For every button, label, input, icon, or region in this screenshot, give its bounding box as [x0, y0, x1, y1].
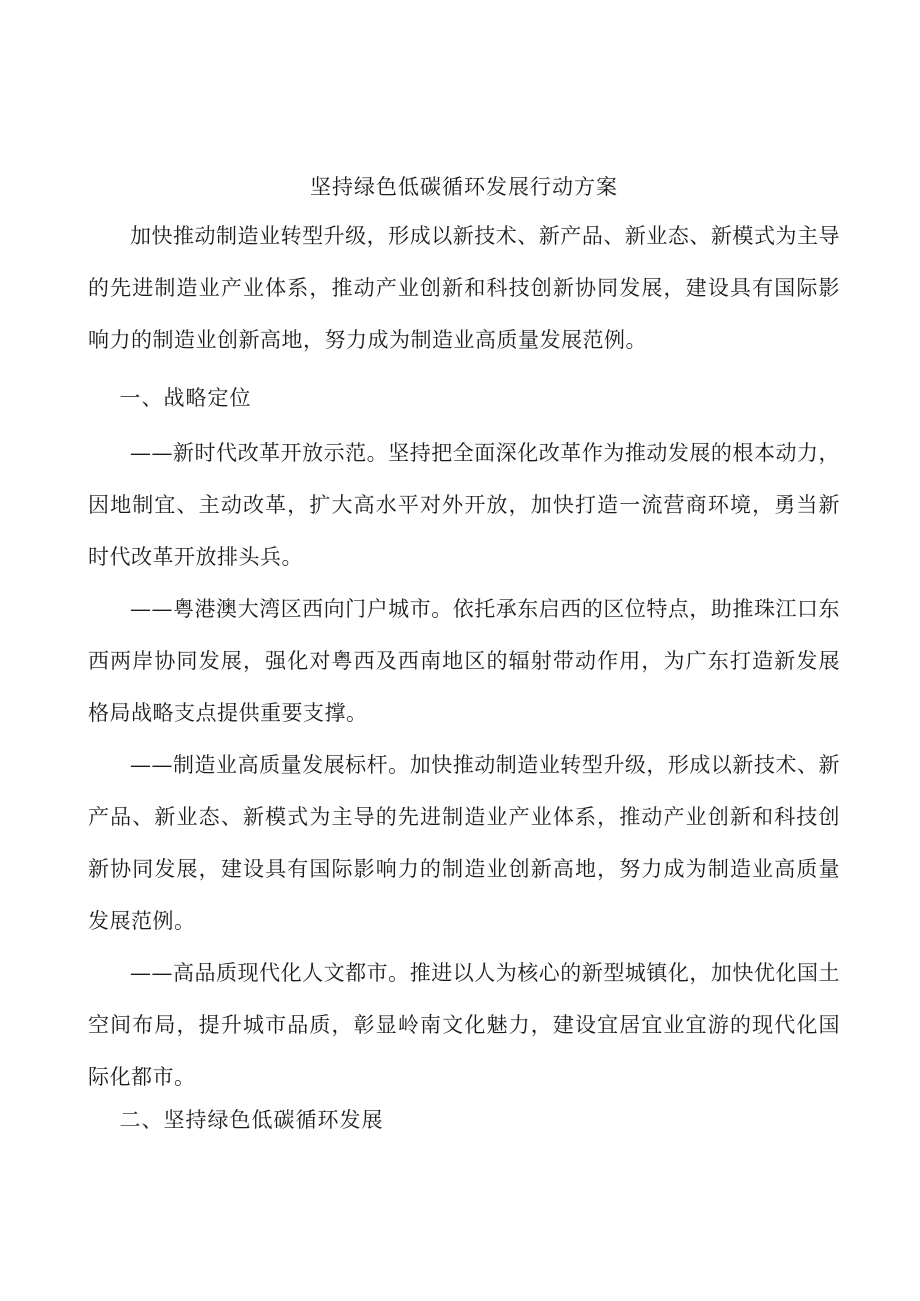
positioning-item-humanistic-city: ——高品质现代化人文都市。推进以人为核心的新型城镇化，加快优化国土空间布局，提升城市品质，彰显岭南文化魅力，建设宜居宜业宜游的现代化国际化都市。 — [88, 961, 840, 1089]
positioning-item-gateway-city: ——粤港澳大湾区西向门户城市。依托承东启西的区位特点，助推珠江口东西两岸协同发展，强化对粤西及西南地区的辐射带动作用，为广东打造新发展格局战略支点提供重要支撑。 — [88, 597, 840, 725]
section-heading-green-development: 二、坚持绿色低碳循环发展 — [119, 1108, 384, 1132]
document-page — [88, 170, 840, 1149]
section-heading-strategic-positioning: 一、战略定位 — [119, 386, 252, 410]
positioning-item-reform: ——新时代改革开放示范。坚持把全面深化改革作为推动发展的根本动力，因地制宜、主动改革，扩大高水平对外开放，加快打造一流营商环境，勇当新时代改革开放排头兵。 — [88, 441, 840, 569]
positioning-item-manufacturing: ——制造业高质量发展标杆。加快推动制造业转型升级，形成以新技术、新产品、新业态、新模式为主导的先进制造业产业体系，推动产业创新和科技创新协同发展，建设具有国际影响力的制造业创新高地，努力成为制造业高质量发展范例。 — [88, 753, 840, 933]
intro-paragraph: 加快推动制造业转型升级，形成以新技术、新产品、新业态、新模式为主导的先进制造业产业体系，推动产业创新和科技创新协同发展，建设具有国际影响力的制造业创新高地，努力成为制造业高质量发展范例。 — [88, 224, 840, 352]
document-title: 坚持绿色低碳循环发展行动方案 — [310, 175, 618, 199]
